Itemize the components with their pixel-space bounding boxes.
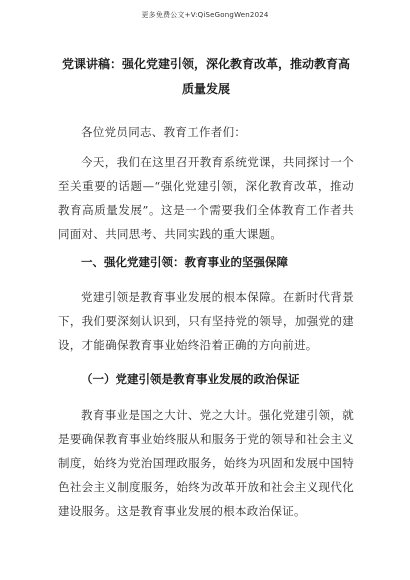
paragraph-subsection-1: 教育事业是国之大计、党之大计。强化党建引领，就是要确保教育事业始终服从和服务于党的领导和社会主义制度，始终为党治国理政服务，始终为巩固和发展中国特色社会主义制度服务，始终为改革开放和社会主义现代化建设服务。这是教育事业发展的根本政治保证。: [58, 408, 354, 518]
paragraph-intro: 今天，我们在这里召开教育系统党课，共同探讨一个至关重要的话题—“强化党建引领，深化教育改革，推动教育高质量发展”。这是一个需要我们全体教育工作者共同面对、共同思考、共同实践的重大课题。: [58, 155, 354, 241]
section-heading-1: 一、强化党建引领：教育事业的坚强保障: [81, 255, 288, 269]
greeting: 各位党员同志、教育工作者们：: [81, 125, 247, 139]
paragraph-section-1: 党建引领是教育事业发展的根本保障。在新时代背景下，我们要深刻认识到，只有坚持党的领导，加强党的建设，才能确保教育事业始终沿着正确的方向前进。: [58, 290, 354, 352]
header-note: 更多免费公文+V:QiSeGongWen2024: [141, 11, 269, 19]
subsection-heading-1: （一）党建引领是教育事业发展的政治保证: [81, 372, 300, 386]
document-title: 党课讲稿：强化党建引领，深化教育改革，推动教育高质量发展: [61, 57, 350, 96]
